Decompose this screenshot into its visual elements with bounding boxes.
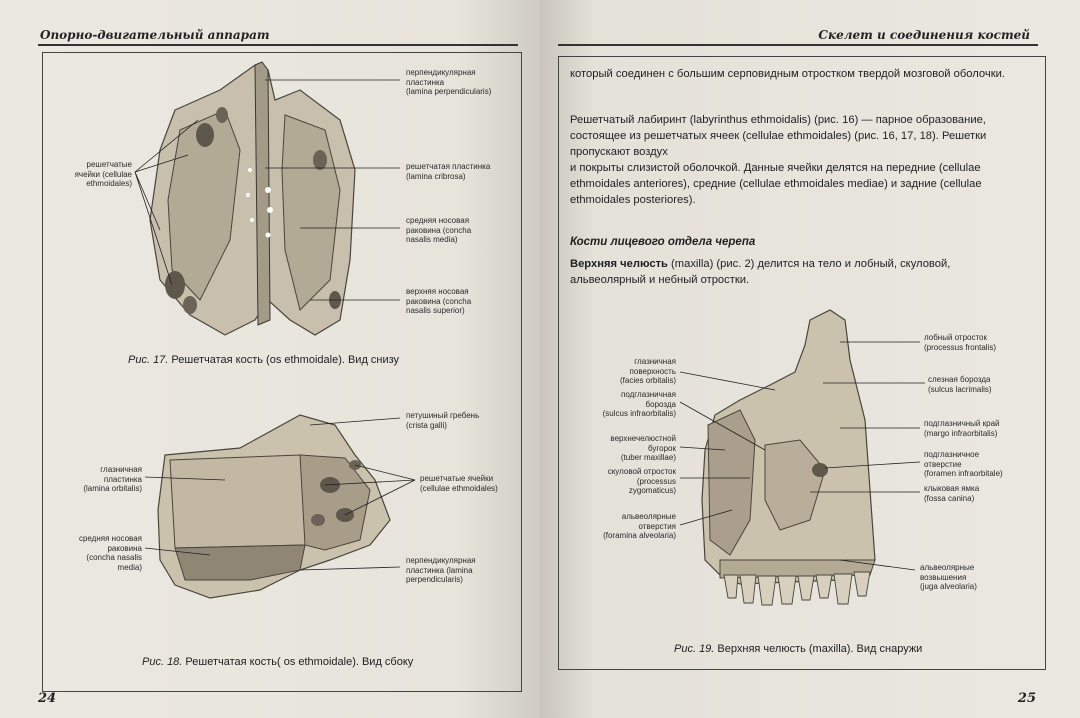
label-ethmoid-cells-side: решетчатые ячейки (cellulae ethmoidales)	[420, 474, 498, 493]
label-perpendicular-plate-side: перпендикулярная пластинка (lamina perpendicularis)	[406, 556, 476, 584]
label-infraorbital-sulcus: подглазничная борозда (sulcus infraorbitalis)	[602, 390, 676, 418]
caption-figure-19	[674, 643, 922, 655]
label-alveolar-foramina: альвеолярные отверстия (foramina alveolaria)	[603, 512, 676, 540]
maxilla-drawing	[702, 310, 875, 605]
label-ethmoid-cells: решетчатые ячейки (cellulae ethmoidales)	[74, 160, 132, 188]
label-middle-concha: средняя носовая раковина (concha nasalis media)	[406, 216, 472, 244]
label-zygomatic-process: скуловой отросток (processus zygomaticus)	[607, 467, 676, 495]
caption-figure-17	[128, 354, 399, 366]
label-infraorbital-margin: подглазничный край (margo infraorbitalis)	[924, 419, 1000, 438]
right-page	[540, 0, 1080, 718]
label-alveolar-juga: альвеолярные возвышения (juga alveolaria)	[920, 563, 977, 591]
caption-18-text: Решетчатая кость( os ethmoidale). Вид сбоку	[185, 656, 414, 668]
caption-19-prefix: Рис. 19.	[674, 643, 715, 655]
section-heading: Кости лицевого отдела черепа	[570, 236, 756, 248]
paragraph-3-term: Верхняя челюсть	[570, 258, 668, 270]
label-maxillary-tuber: верхнечелюстной бугорок (tuber maxillae)	[610, 434, 676, 462]
label-frontal-process: лобный отросток (processus frontalis)	[924, 333, 997, 352]
label-lacrimal-sulcus: слезная борозда (sulcus lacrimalis)	[928, 375, 992, 394]
label-middle-concha-side: средняя носовая раковина (concha nasalis media)	[78, 534, 142, 572]
label-orbital-plate: глазничная пластинка (lamina orbitalis)	[83, 465, 142, 493]
ethmoid-side-view-drawing	[158, 415, 390, 598]
caption-19-text: Верхняя челюсть (maxilla). Вид снаружи	[717, 643, 923, 655]
label-crista-galli: петушиный гребень (crista galli)	[406, 411, 480, 430]
page-number-right: 25	[1017, 691, 1036, 706]
running-head-left: Опорно-двигательный аппарат	[40, 28, 270, 42]
running-head-right: Скелет и соединения костей	[818, 28, 1030, 42]
paragraph-3-text: (maxilla) (рис. 2) делится на тело и лобный, скуловой, альвеолярный и небный отростки.	[570, 258, 951, 286]
ethmoid-bottom-view-drawing	[150, 62, 355, 335]
label-infraorbital-foramen: подглазничное отверстие (foramen infraorbitale)	[924, 450, 1003, 478]
paragraph-1: который соединен с большим серповидным отростком твердой мозговой оболочки.	[570, 68, 1005, 80]
caption-17-prefix: Рис. 17.	[128, 354, 169, 366]
caption-17-text: Решетчатая кость (os ethmoidale). Вид снизу	[171, 354, 400, 366]
caption-18-prefix: Рис. 18.	[142, 656, 183, 668]
paragraph-2: Решетчатый лабиринт (labyrinthus ethmoidalis) (рис. 16) — парное образование, состоящее из решетчатых ячеек (cellulae ethmoidales) (рис. 16, 17, 18). Решетки пропускают воздух и покрыты слизистой оболочкой. Данные ячейки делятся на передние (cellulae ethmoidales anteriores), средние (cellulae ethmoidales mediae) и задние (cellulae ethmoidales posteriores).	[570, 114, 987, 206]
label-cribriform-plate: решетчатая пластинка (lamina cribrosa)	[406, 162, 491, 181]
label-superior-concha: верхняя носовая раковина (concha nasalis superior)	[406, 287, 472, 315]
caption-figure-18	[142, 656, 413, 668]
label-canine-fossa: клыковая ямка (fossa canina)	[924, 484, 980, 503]
label-orbital-surface: глазничная поверхность (facies orbitalis)	[619, 357, 676, 385]
page-number-left: 24	[38, 691, 57, 706]
label-perpendicular-plate: перпендикулярная пластинка (lamina perpendicularis)	[406, 68, 492, 96]
